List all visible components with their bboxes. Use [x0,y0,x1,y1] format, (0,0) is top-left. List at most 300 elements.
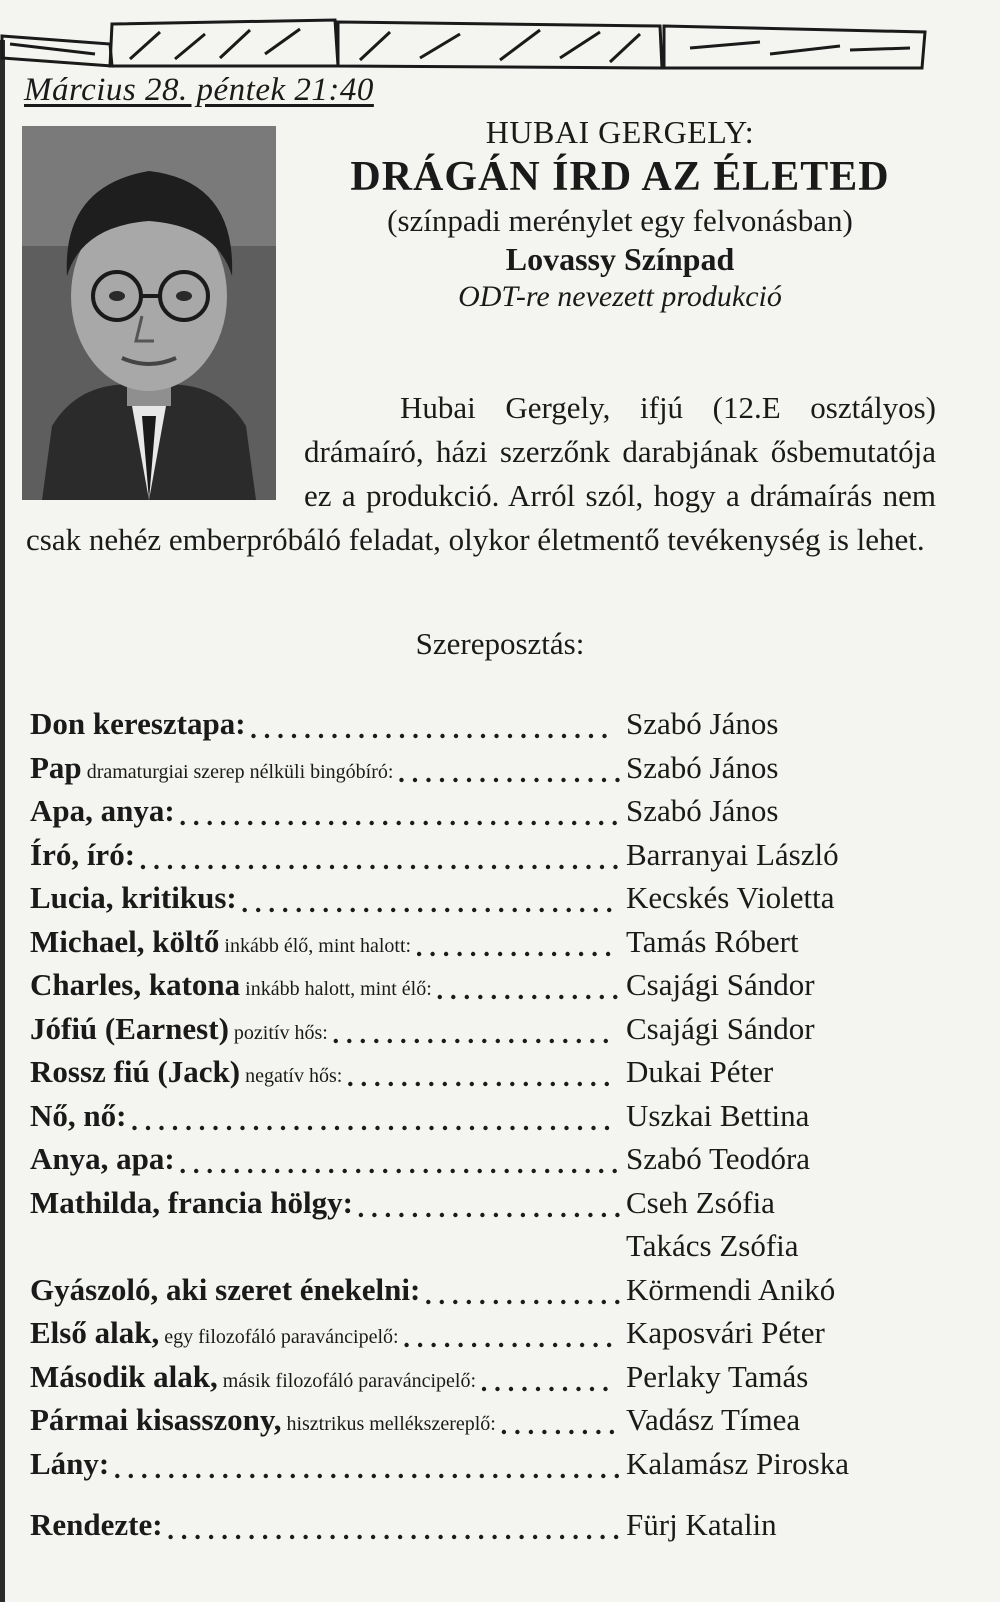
leader-dot [302,1169,306,1173]
leader-dot [505,1169,509,1173]
leader-dot [410,821,414,825]
cast-row [30,967,950,1011]
leader-dot [453,777,457,781]
description [26,386,936,562]
leader-dot [615,1473,619,1477]
leader-dot [168,864,172,868]
leader-dot [370,864,374,868]
leader-dot [431,1343,435,1347]
leader-dot [334,1038,338,1042]
leader-dot [291,1473,295,1477]
leader-dot [479,1535,483,1539]
leader-dot [494,734,498,738]
leader-dot [181,864,185,868]
leader-dots [30,793,630,833]
leader-dot [602,734,606,738]
leader-dot [569,1430,573,1434]
leader-dot [357,864,361,868]
leader-dot [389,1125,393,1129]
leader-dot [559,995,563,999]
leader-dots [30,1185,630,1225]
leader-dot [484,951,488,955]
leader-dots [30,1315,630,1355]
leader-dot [547,1473,551,1477]
leader-dot [456,1082,460,1086]
leader-dot [472,908,476,912]
cast-row [30,706,950,750]
leader-dot [426,1299,430,1303]
actor-name: Szabó János [626,793,779,828]
role-name: Jófiú (Earnest) [30,1010,229,1046]
leader-dot [586,995,590,999]
leader-dot [453,1473,457,1477]
leader-dot [459,908,463,912]
leader-dot [405,908,409,912]
leader-dot [495,1386,499,1390]
leader-dot [304,1473,308,1477]
leader-dot [561,1299,565,1303]
cast-row [30,1228,950,1272]
leader-dot [519,1535,523,1539]
role-name: Lány: [30,1445,110,1481]
leader-dot [575,1212,579,1216]
role-note: másik filozofáló paraváncipelő: [217,1369,477,1392]
leader-dot [600,995,604,999]
leader-dot [347,1038,351,1042]
leader-dot [565,951,569,955]
leader-dot [223,1473,227,1477]
leader-dot [537,1082,541,1086]
leader-dot [438,864,442,868]
leader-dot [181,821,185,825]
leader-dot [156,1473,160,1477]
leader-dot [575,734,579,738]
leader-dot [508,734,512,738]
leader-dot [505,995,509,999]
leader-dot [564,1125,568,1129]
leader-dot [222,1535,226,1539]
leader-dot [453,1299,457,1303]
leader-dot [440,1299,444,1303]
leader-dot [494,1212,498,1216]
cast-row [30,1098,950,1142]
leader-dot [551,1082,555,1086]
role-name: Pap [30,749,82,785]
actor-name: Barranyai László [626,836,839,872]
leader-dot [518,1169,522,1173]
actor-name: Vadász Tímea [626,1402,801,1437]
leader-dot [168,1535,172,1539]
leader-dot [578,1125,582,1129]
leader-dot [478,995,482,999]
leader-dot [588,1212,592,1216]
leader-dot [331,1473,335,1477]
leader-dot [263,1535,267,1539]
leader-dot [466,1473,470,1477]
leader-dot [427,734,431,738]
leader-dot [499,908,503,912]
leader-dot [465,995,469,999]
leader-dot [196,1473,200,1477]
leader-dot [398,1535,402,1539]
leader-dot [546,1535,550,1539]
leader-dot [467,1299,471,1303]
leader-dot [497,1082,501,1086]
leader-dot [525,951,529,955]
leader-dot [330,1535,334,1539]
leader-dot [505,821,509,825]
leader-dot [467,1212,471,1216]
leader-dot [442,1038,446,1042]
leader-dot [251,734,255,738]
leader-dot [549,1386,553,1390]
leader-dot [364,908,368,912]
role-note: inkább élő, mint halott: [219,934,412,957]
leader-dot [343,821,347,825]
leader-dots [30,967,630,1007]
leader-dot [372,1473,376,1477]
cast-row [30,1402,950,1446]
leader-dot [401,1038,405,1042]
leader-dot [491,1169,495,1173]
leader-dot [384,864,388,868]
leader-dot [505,864,509,868]
leader-dot [402,1125,406,1129]
leader-dot [437,821,441,825]
leader-dot [478,821,482,825]
leader-dot [248,821,252,825]
leader-dot [375,1082,379,1086]
leader-dot [532,1169,536,1173]
actor-name: Tamás Róbert [626,923,799,959]
leader-dot [605,1082,609,1086]
leader-dot [587,1535,591,1539]
role-note: inkább halott, mint élő: [240,978,432,1000]
role-name: Lucia, kritikus: [30,880,237,915]
leader-dot [465,864,469,868]
leader-dot [281,1125,285,1129]
leader-dot [599,821,603,825]
leader-dot [243,908,247,912]
leader-dot [330,864,334,868]
leader-dot [451,995,455,999]
leader-dot [283,908,287,912]
leader-dot [343,864,347,868]
leader-dot [383,821,387,825]
role-name: Író, író: [30,836,136,872]
leader-dot [437,1169,441,1173]
leader-dot [551,1125,555,1129]
venue-name: Lovassy Színpad [505,241,735,277]
leader-dot [548,1299,552,1303]
leader-dot [588,1473,592,1477]
leader-dot [532,864,536,868]
role-name: Második alak, [30,1358,218,1394]
leader-dot [195,864,199,868]
leader-dot [362,1082,366,1086]
leader-dot [359,734,363,738]
leader-dot [588,1299,592,1303]
leader-dot [506,1535,510,1539]
leader-dot [132,1125,136,1129]
photo-wrap-spacer [26,386,304,516]
leader-dot [480,1473,484,1477]
leader-dot [456,1125,460,1129]
leader-dot [483,1082,487,1086]
leader-dot [173,1125,177,1129]
role-name: Don keresztapa: [30,706,246,741]
leader-dot [221,1169,225,1173]
leader-dot [439,1473,443,1477]
leader-dot [454,734,458,738]
leader-dot [425,1535,429,1539]
leader-dot [545,821,549,825]
leader-dot [451,1169,455,1173]
leader-dot [438,995,442,999]
leader-dot [464,821,468,825]
leader-dot [348,1125,352,1129]
leader-dot [481,734,485,738]
leader-dot [507,777,511,781]
leader-dot [564,1082,568,1086]
leader-dot [370,821,374,825]
leader-dot [289,1169,293,1173]
leader-dot [486,908,490,912]
leader-dot [445,1343,449,1347]
role-name: Anya, apa: [30,1141,175,1176]
leader-dot [586,864,590,868]
leader-dot [510,1082,514,1086]
leader-dot [303,1535,307,1539]
leader-dot [470,1082,474,1086]
author-name: HUBAI GERGELY: [485,114,755,150]
leader-dot [576,1386,580,1390]
leader-dot [194,821,198,825]
leader-dot [371,1535,375,1539]
leader-dot [195,1535,199,1539]
leader-dot [316,821,320,825]
leader-dot [615,777,619,781]
leader-dot [440,734,444,738]
leader-dot [592,951,596,955]
leader-dot [470,1125,474,1129]
role-note: pozitív hős: [228,1021,328,1044]
leader-dot [248,1169,252,1173]
leader-dot [388,1038,392,1042]
leader-dot [404,1343,408,1347]
cast-row [30,1272,950,1316]
actor-name: Szabó Teodóra [626,1141,811,1176]
leader-dot [451,864,455,868]
leader-dot [472,1343,476,1347]
actor-name: Takács Zsófia [626,1228,799,1263]
director-name: Fürj Katalin [626,1507,777,1542]
leader-dot [402,1082,406,1086]
leader-dot [469,1038,473,1042]
leader-dot [538,951,542,955]
leader-dots [30,1446,630,1486]
leader-dot [548,1212,552,1216]
leader-dot [507,1299,511,1303]
leader-dot [389,1082,393,1086]
leader-dot [494,1299,498,1303]
leader-dot [451,821,455,825]
leader-dot [520,1473,524,1477]
leader-dots [30,1272,630,1312]
leader-dot [183,1473,187,1477]
leader-dot [457,951,461,955]
leader-dot [614,1535,618,1539]
leader-dot [496,1038,500,1042]
leader-dot [413,1212,417,1216]
leader-dots [30,1054,630,1094]
leader-dot [535,734,539,738]
leader-dot [429,1082,433,1086]
leader-dot [303,864,307,868]
leader-dot [596,1430,600,1434]
leader-dot [169,1473,173,1477]
leader-dot [391,908,395,912]
leader-dot [534,1299,538,1303]
leader-dot [589,734,593,738]
role-note: egy filozofáló paraváncipelő: [159,1326,399,1348]
leader-dot [208,864,212,868]
leader-dot [512,1343,516,1347]
leader-dot [424,864,428,868]
role-name: Mathilda, francia hölgy: [30,1184,353,1220]
leader-dot [607,908,611,912]
leader-dot [440,777,444,781]
leader-dot [593,1343,597,1347]
leader-dot [492,995,496,999]
play-subtitle: (színpadi merénylet egy felvonásban) [387,203,853,238]
leader-dot [600,1535,604,1539]
leader-dot [606,951,610,955]
leader-dot [115,1473,119,1477]
leader-dot [208,821,212,825]
leader-dot [602,1299,606,1303]
leader-dot [275,821,279,825]
leader-dot [256,908,260,912]
leader-dot [316,1169,320,1173]
actor-name: Uszkai Bettina [626,1097,810,1133]
leader-dot [305,734,309,738]
leader-dot [523,1038,527,1042]
leader-dot [497,1125,501,1129]
leader-dot [428,1038,432,1042]
role-name: Michael, költő [30,923,220,959]
leader-dot [524,1082,528,1086]
leader-dot [209,1535,213,1539]
leader-dot [358,1473,362,1477]
leader-dot [529,1430,533,1434]
leader-dot [594,908,598,912]
leader-dot [254,1125,258,1129]
page-border [0,40,5,1602]
leader-dot [418,1343,422,1347]
leader-dots [30,837,630,877]
leader-dot [458,1343,462,1347]
leader-dot [221,821,225,825]
leader-dot [332,734,336,738]
leader-dot [521,1299,525,1303]
leader-dot [548,734,552,738]
leader-dot [265,734,269,738]
leader-dot [600,864,604,868]
leader-dot [546,864,550,868]
role-name: Rendezte: [30,1507,163,1542]
leader-dot [566,1343,570,1347]
leader-dot [429,1125,433,1129]
leader-dot [603,1386,607,1390]
leader-dot [509,1386,513,1390]
leader-dot [410,1169,414,1173]
leader-dot [400,734,404,738]
actor-name: Szabó János [626,749,779,785]
leader-dot [613,1169,617,1173]
leader-dot [445,908,449,912]
leader-dot [235,864,239,868]
leader-dot [550,1038,554,1042]
leader-dot [250,1473,254,1477]
leader-dot [384,1535,388,1539]
leader-dot [599,1169,603,1173]
leader-dot [416,1082,420,1086]
leader-dots [30,1141,630,1181]
leader-dot [465,1535,469,1539]
leader-dot [586,1169,590,1173]
leader-dot [601,1473,605,1477]
leader-dot [515,1430,519,1434]
leader-dot [142,1473,146,1477]
play-title: DRÁGÁN ÍRD AZ ÉLETED [350,154,890,200]
leader-dot [386,1212,390,1216]
leader-dot [498,951,502,955]
leader-dot [591,1082,595,1086]
leader-dot [521,734,525,738]
leader-dot [556,1430,560,1434]
header [300,108,940,314]
actor-name: Kecskés Violetta [626,880,835,915]
leader-dot [426,1473,430,1477]
leader-dot [438,1535,442,1539]
leader-dot [236,1535,240,1539]
leader-dot [346,734,350,738]
leader-dot [610,1430,614,1434]
leader-dot [444,951,448,955]
leader-dot [559,864,563,868]
role-name: Gyászoló, aki szeret énekelni: [30,1271,421,1307]
leader-dot [559,821,563,825]
leader-dot [430,951,434,955]
leader-dot [411,1535,415,1539]
leader-dot [302,821,306,825]
leader-dots [30,1402,630,1442]
leader-dot [227,1125,231,1129]
leader-dot [542,1430,546,1434]
leader-dot [372,1212,376,1216]
leader-dot [262,821,266,825]
leader-dot [502,1430,506,1434]
production-note: ODT-re nevezett produkció [458,280,782,313]
leader-dot [552,951,556,955]
actor-name: Dukai Péter [626,1054,774,1089]
leader-dot [513,908,517,912]
leader-dot [613,995,617,999]
leader-dot [289,821,293,825]
leader-dot [426,1212,430,1216]
leader-dot [590,1038,594,1042]
